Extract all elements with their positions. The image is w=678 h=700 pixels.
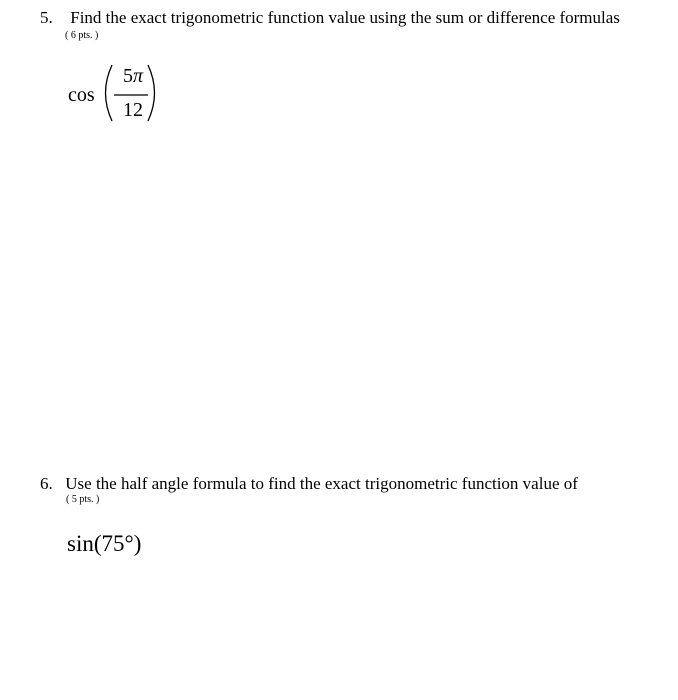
numerator-digit: 5: [122, 65, 133, 87]
pi-symbol: π: [132, 65, 144, 87]
question-6-expression: sin(75°): [67, 531, 142, 556]
question-6-points: ( 5 pts. ): [66, 494, 100, 505]
left-paren: [106, 65, 113, 121]
question-5-prompt: Find the exact trigonometric function value using the sum or difference formulas: [70, 8, 620, 27]
question-5-expression: [68, 62, 168, 124]
question-6-prompt: Use the half angle formula to find the exact trigonometric function value of: [65, 474, 578, 493]
question-5-points: ( 6 pts. ): [65, 30, 99, 41]
question-5-prompt-line: [40, 8, 620, 28]
question-5-number: 5.: [40, 8, 53, 27]
fraction-denominator: 12: [123, 99, 143, 121]
cos-function-label: cos: [68, 84, 95, 106]
question-6-prompt-line: [40, 474, 578, 494]
fraction-numerator: [114, 64, 152, 88]
question-6-number: 6.: [40, 474, 53, 493]
